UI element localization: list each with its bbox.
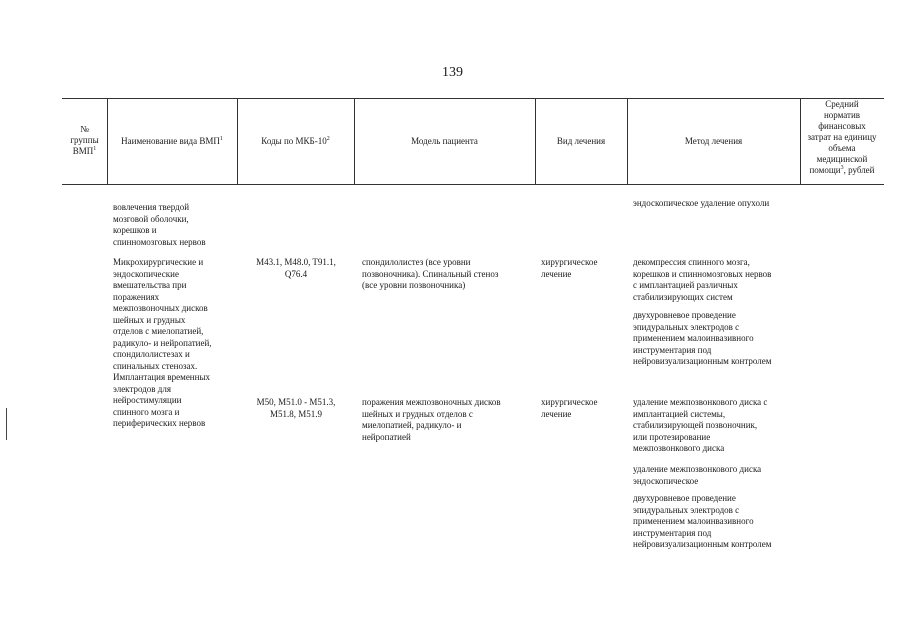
icd-codes-cell: M43.1, M48.0, T91.1, Q76.4 xyxy=(256,257,336,279)
treatment-method-cell: удаление межпозвонкового диска эндоскопическое xyxy=(633,464,762,486)
footnote-marker: 3 xyxy=(840,165,844,171)
page-number: 139 xyxy=(442,65,463,80)
vmp-name-block: Микрохирургические и эндоскопические вмешательства при поражениях межпозвоночных дисков шейных и грудных отделов с миелопатией, радикуло- и нейропатией, спондилолистезах и спинальных стенозах. Имплантация временных электродов для нейростимуляции спинного мозга и периферических нервов xyxy=(113,257,212,428)
treatment-type-cell: хирургическое лечение xyxy=(541,257,598,279)
header-treatment-type: Вид лечения xyxy=(556,136,606,146)
header-icd-codes xyxy=(237,136,354,147)
header-patient-model: Модель пациента xyxy=(411,136,478,146)
header-vmp-name xyxy=(107,136,237,147)
footnote-marker: 2 xyxy=(326,136,330,142)
table-header-top-rule xyxy=(62,98,884,99)
header-vmp-name-text: Наименование вида ВМП xyxy=(121,136,220,146)
header-average-cost-unit: , рублей xyxy=(843,165,875,175)
footnote-marker: 1 xyxy=(93,146,97,152)
header-average-cost xyxy=(800,99,884,176)
treatment-method-cell: двухуровневое проведение эпидуральных электродов с применением малоинвазивного инструментария под нейровизуализационным контролем xyxy=(633,493,772,549)
header-group-number-text: № группы ВМП xyxy=(70,124,99,156)
vmp-name-continuation: вовлечения твердой мозговой оболочки, корешков и спинномозговых нервов xyxy=(113,202,206,247)
icd-codes-cell: M50, M51.0 - M51.3, M51.8, M51.9 xyxy=(256,397,336,419)
footnote-marker: 1 xyxy=(219,136,223,142)
treatment-method-cell: декомпрессия спинного мозга, корешков и спинномозговых нервов с имплантацией различных стабилизирующих систем xyxy=(633,257,772,302)
header-icd-codes-text: Коды по МКБ-10 xyxy=(261,136,327,146)
method-continuation: эндоскопическое удаление опухоли xyxy=(633,198,770,208)
treatment-method-cell: двухуровневое проведение эпидуральных электродов с применением малоинвазивного инструментария под нейровизуализационным контролем xyxy=(633,310,772,366)
treatment-type-cell: хирургическое лечение xyxy=(541,397,598,419)
header-treatment-method: Метод лечения xyxy=(684,136,743,146)
header-group-number xyxy=(62,124,107,157)
table-header-bottom-rule xyxy=(62,184,884,185)
patient-model-cell: поражения межпозвоночных дисков шейных и грудных отделов с миелопатией, радикуло- и нейропатией xyxy=(362,397,501,442)
treatment-method-cell: удаление межпозвонкового диска с имплантацией системы, стабилизирующей позвоночник, или протезирование межпозвонкового диска xyxy=(633,397,768,453)
patient-model-cell: спондилолистез (все уровни позвоночника). Спинальный стеноз (все уровни позвоночника) xyxy=(362,257,499,290)
header-average-cost-text: Средний норматив финансовых затрат на единицу объема медицинской помощи xyxy=(807,99,877,175)
margin-mark xyxy=(6,408,7,440)
